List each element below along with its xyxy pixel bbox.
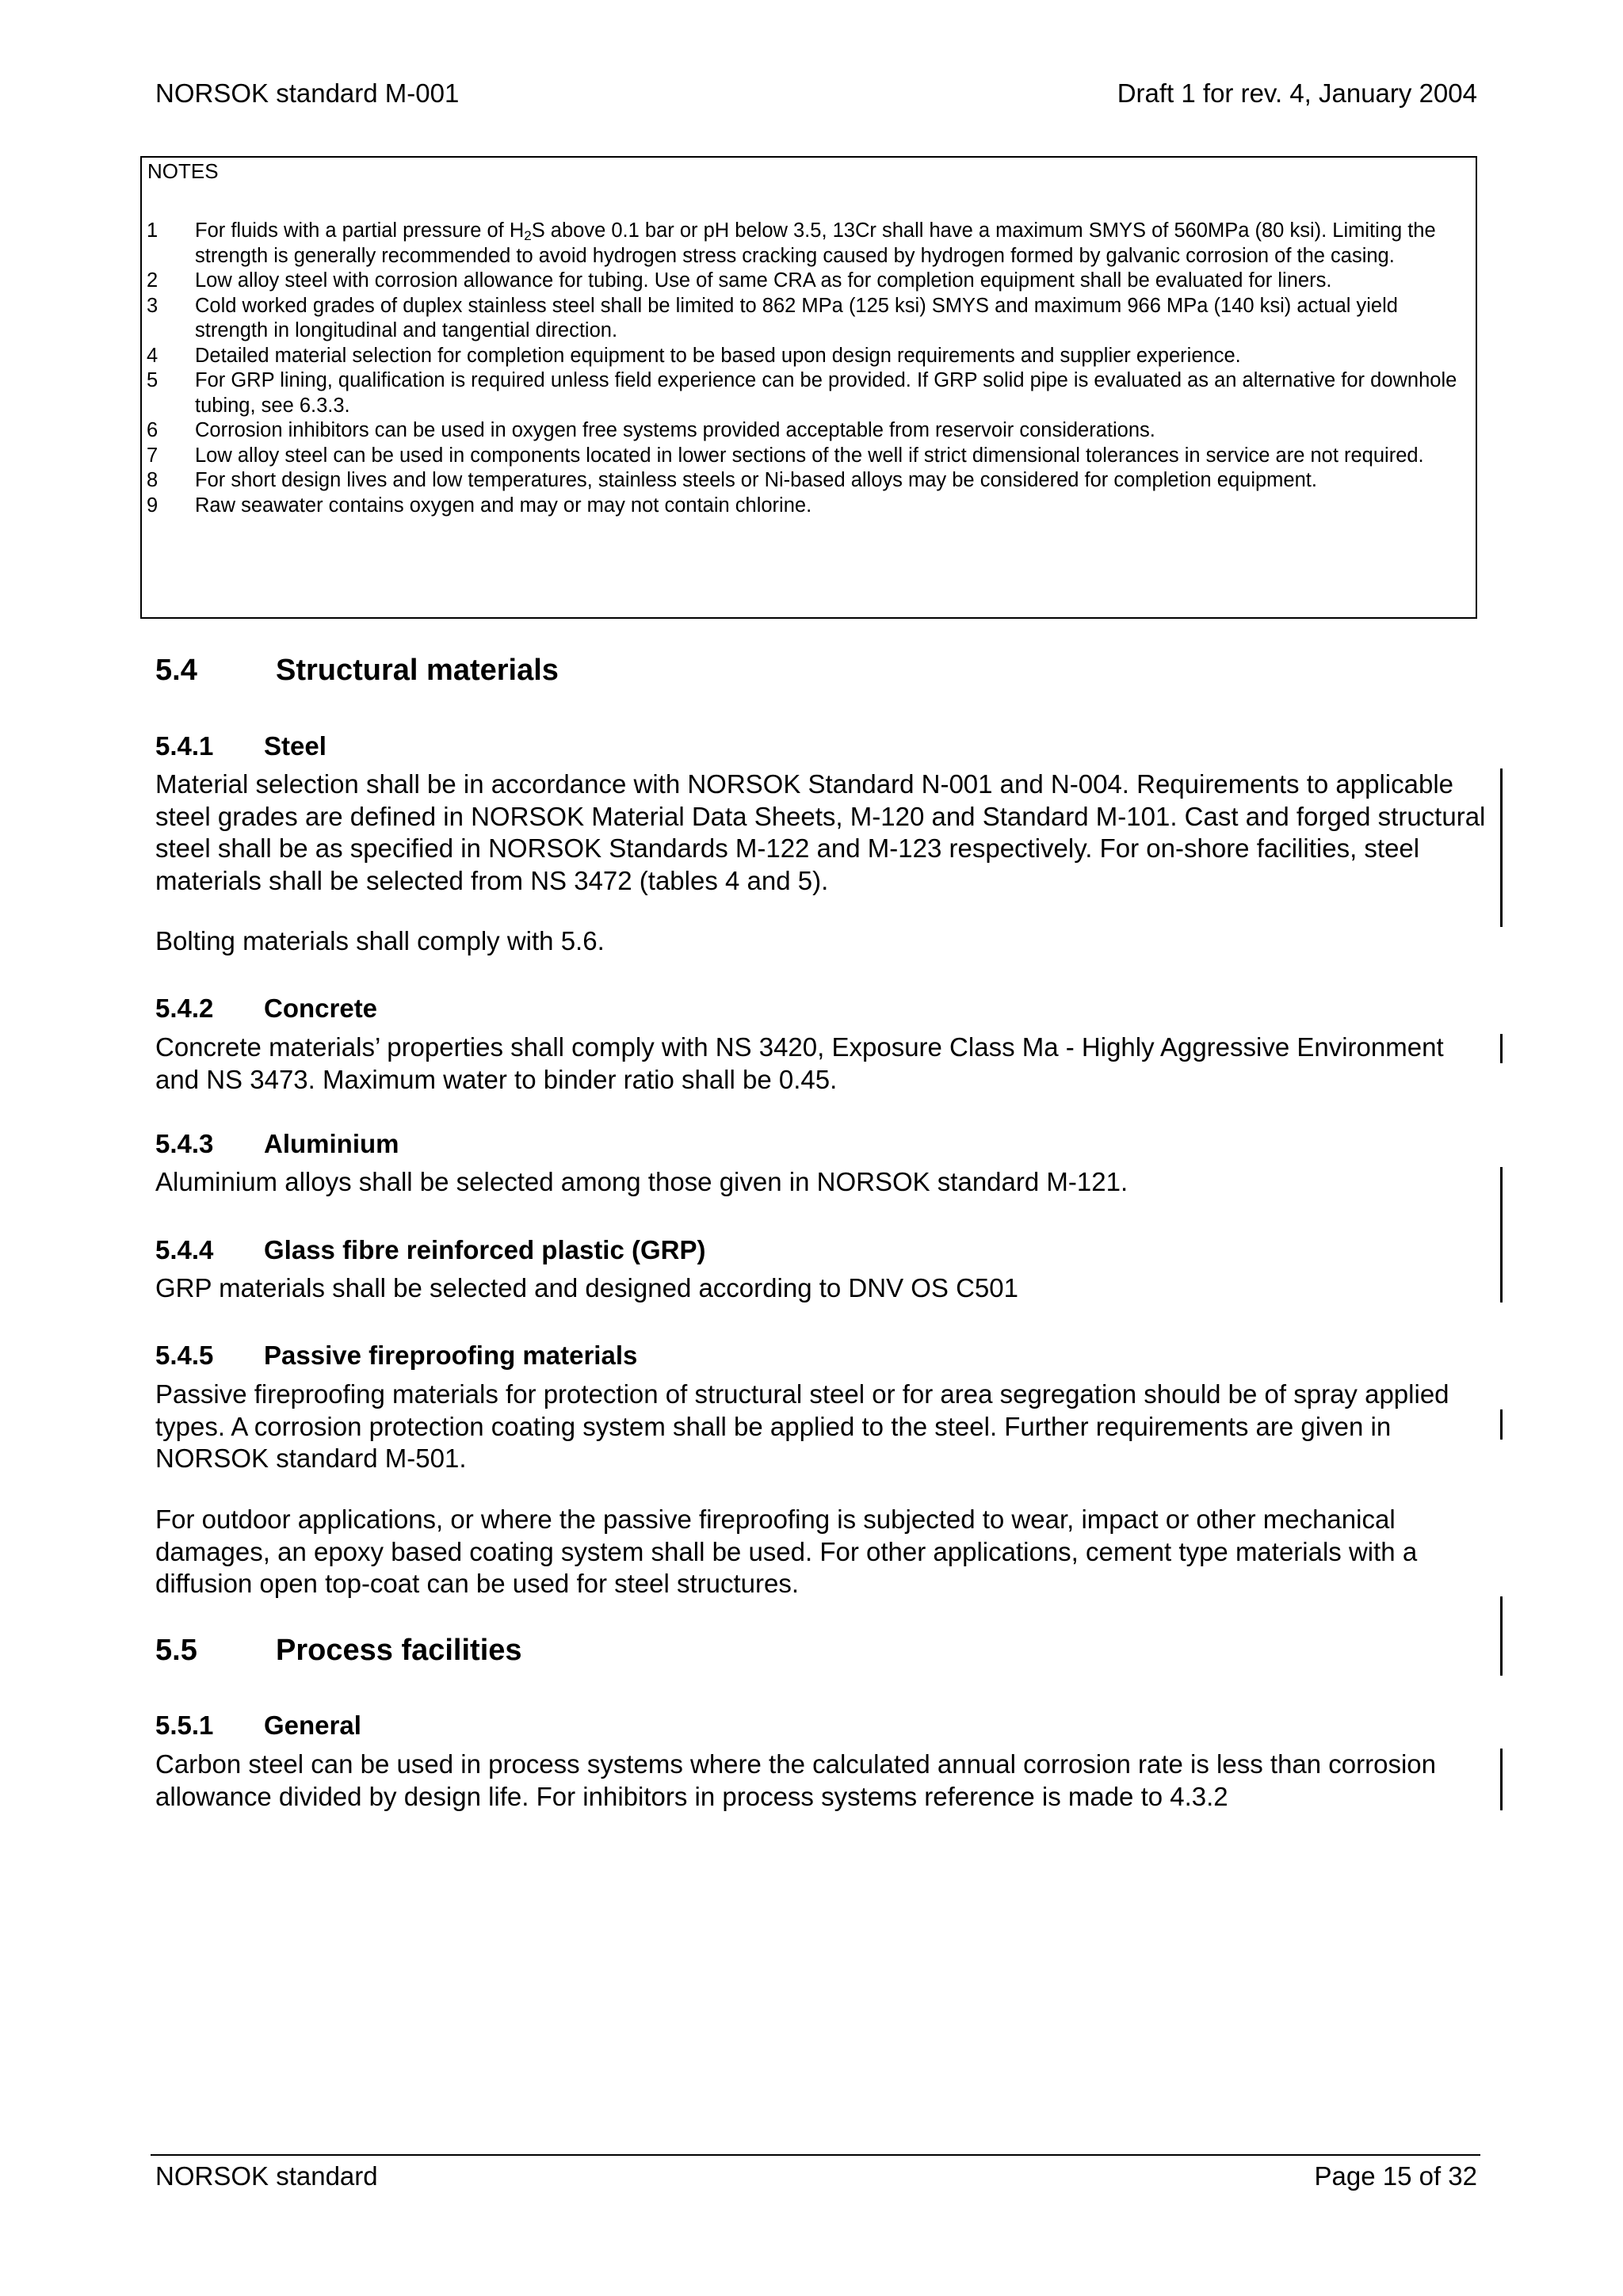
page-footer-left: NORSOK standard xyxy=(155,2161,378,2191)
note-text: Detailed material selection for completion equipment to be based upon design requirements and supplier experience. xyxy=(195,344,1241,367)
paragraph: Bolting materials shall comply with 5.6. xyxy=(155,926,605,955)
revision-bar xyxy=(1500,1596,1503,1676)
note-text: For GRP lining, qualification is required unless field experience can be provided. If GRP solid pipe is evaluated as an alternative for downhole tubing, see 6.3.3. xyxy=(195,369,1457,417)
note-text: For short design lives and low temperatures, stainless steels or Ni-based alloys may be considered for completion equipment. xyxy=(195,469,1317,491)
subsection-heading-5-4-4: 5.4.4 Glass fibre reinforced plastic (GRP) xyxy=(155,1235,706,1264)
note-text: For fluids with a partial pressure of $H_2S$ above 0.1 bar or pH below 3.5, 13Cr shall have a maximum SMYS of 560MPa (80 ksi). Limiting the strength is generally recommended to avoid hydrogen stress cracking caused by hydrogen formed by galvanic corrosion of the casing. xyxy=(195,219,1436,267)
revision-bar xyxy=(1500,1034,1503,1063)
subsection-heading-5-4-2: 5.4.2 Concrete xyxy=(155,994,378,1023)
page-footer-right: Page 15 of 32 xyxy=(1314,2161,1477,2191)
paragraph: GRP materials shall be selected and designed according to DNV OS C501 xyxy=(155,1273,1018,1302)
note-text: Low alloy steel can be used in components located in lower sections of the well if strict dimensional tolerances in service are not required. xyxy=(195,444,1424,467)
note-text: Low alloy steel with corrosion allowance for tubing. Use of same CRA as for completion equipment shall be evaluated for liners. xyxy=(195,269,1332,292)
paragraph: Material selection shall be in accordance with NORSOK Standard N-001 and N-004. Requirements to applicable steel grades are defined in NORSOK Material Data Sheets, M-120 and Standard M-101. Cast and forged structural steel shall be as specified in NORSOK Standards M-122 and M-123 respectively. For on-shore facilities, steel materials shall be selected from NS 3472 (tables 4 and 5). xyxy=(155,769,1486,895)
note-number: 1 xyxy=(147,219,158,242)
section-heading-5-5: 5.5 Process facilities xyxy=(155,1634,522,1667)
note-text: Raw seawater contains oxygen and may or may not contain chlorine. xyxy=(195,494,812,517)
note-item xyxy=(147,368,1472,418)
note-number: 6 xyxy=(147,419,158,441)
subsection-heading-5-5-1: 5.5.1 General xyxy=(155,1711,361,1740)
note-number: 8 xyxy=(147,469,158,491)
note-number: 4 xyxy=(147,344,158,367)
note-item xyxy=(147,494,1472,519)
revision-bar xyxy=(1500,769,1503,927)
paragraph: Aluminium alloys shall be selected among those given in NORSOK standard M-121. xyxy=(155,1167,1128,1196)
section-heading-5-4: 5.4 Structural materials xyxy=(155,654,559,687)
notes-box xyxy=(140,156,1477,619)
paragraph: Passive fireproofing materials for protection of structural steel or for area segregation should be of spray applied types. A corrosion protection coating system shall be applied to the steel. Further requirements are given in NORSOK standard M-501. xyxy=(155,1379,1449,1473)
revision-bar xyxy=(1500,1167,1503,1302)
subsection-heading-5-4-1: 5.4.1 Steel xyxy=(155,731,327,761)
revision-bar xyxy=(1500,1409,1503,1440)
paragraph: Concrete materials’ properties shall comply with NS 3420, Exposure Class Ma - Highly Aggressive Environment and NS 3473. Maximum water to binder ratio shall be 0.45. xyxy=(155,1032,1444,1094)
note-number: 2 xyxy=(147,269,158,292)
note-item xyxy=(147,444,1472,469)
subscript: 2 xyxy=(524,228,532,243)
page-header-left: NORSOK standard M-001 xyxy=(155,78,460,108)
note-item xyxy=(147,344,1472,369)
paragraph: For outdoor applications, or where the passive fireproofing is subjected to wear, impact or other mechanical damages, an epoxy based coating system shall be used. For other applications, cement type materials with a diffusion open top-coat can be used for steel structures. xyxy=(155,1505,1418,1598)
revision-bar xyxy=(1500,1749,1503,1810)
note-number: 3 xyxy=(147,294,158,317)
note-item xyxy=(147,468,1472,494)
note-number: 5 xyxy=(147,369,158,391)
note-number: 7 xyxy=(147,444,158,467)
note-number: 9 xyxy=(147,494,158,517)
note-item xyxy=(147,418,1472,444)
note-text: Corrosion inhibitors can be used in oxygen free systems provided acceptable from reservoir considerations. xyxy=(195,419,1155,441)
note-text: Cold worked grades of duplex stainless steel shall be limited to 862 MPa (125 ksi) SMYS and maximum 966 MPa (140 ksi) actual yield strength in longitudinal and tangential direction. xyxy=(195,294,1398,341)
notes-title: NOTES xyxy=(147,159,219,183)
notes-list xyxy=(147,219,1472,518)
note-item xyxy=(147,219,1472,269)
subsection-heading-5-4-3: 5.4.3 Aluminium xyxy=(155,1129,399,1158)
paragraph: Carbon steel can be used in process systems where the calculated annual corrosion rate is less than corrosion allowance divided by design life. For inhibitors in process systems reference is made to 4.3.2 xyxy=(155,1749,1437,1811)
subsection-heading-5-4-5: 5.4.5 Passive fireproofing materials xyxy=(155,1341,638,1370)
note-item xyxy=(147,269,1472,294)
note-item xyxy=(147,294,1472,344)
page-header-right: Draft 1 for rev. 4, January 2004 xyxy=(1117,78,1477,108)
footer-rule xyxy=(151,2154,1480,2156)
